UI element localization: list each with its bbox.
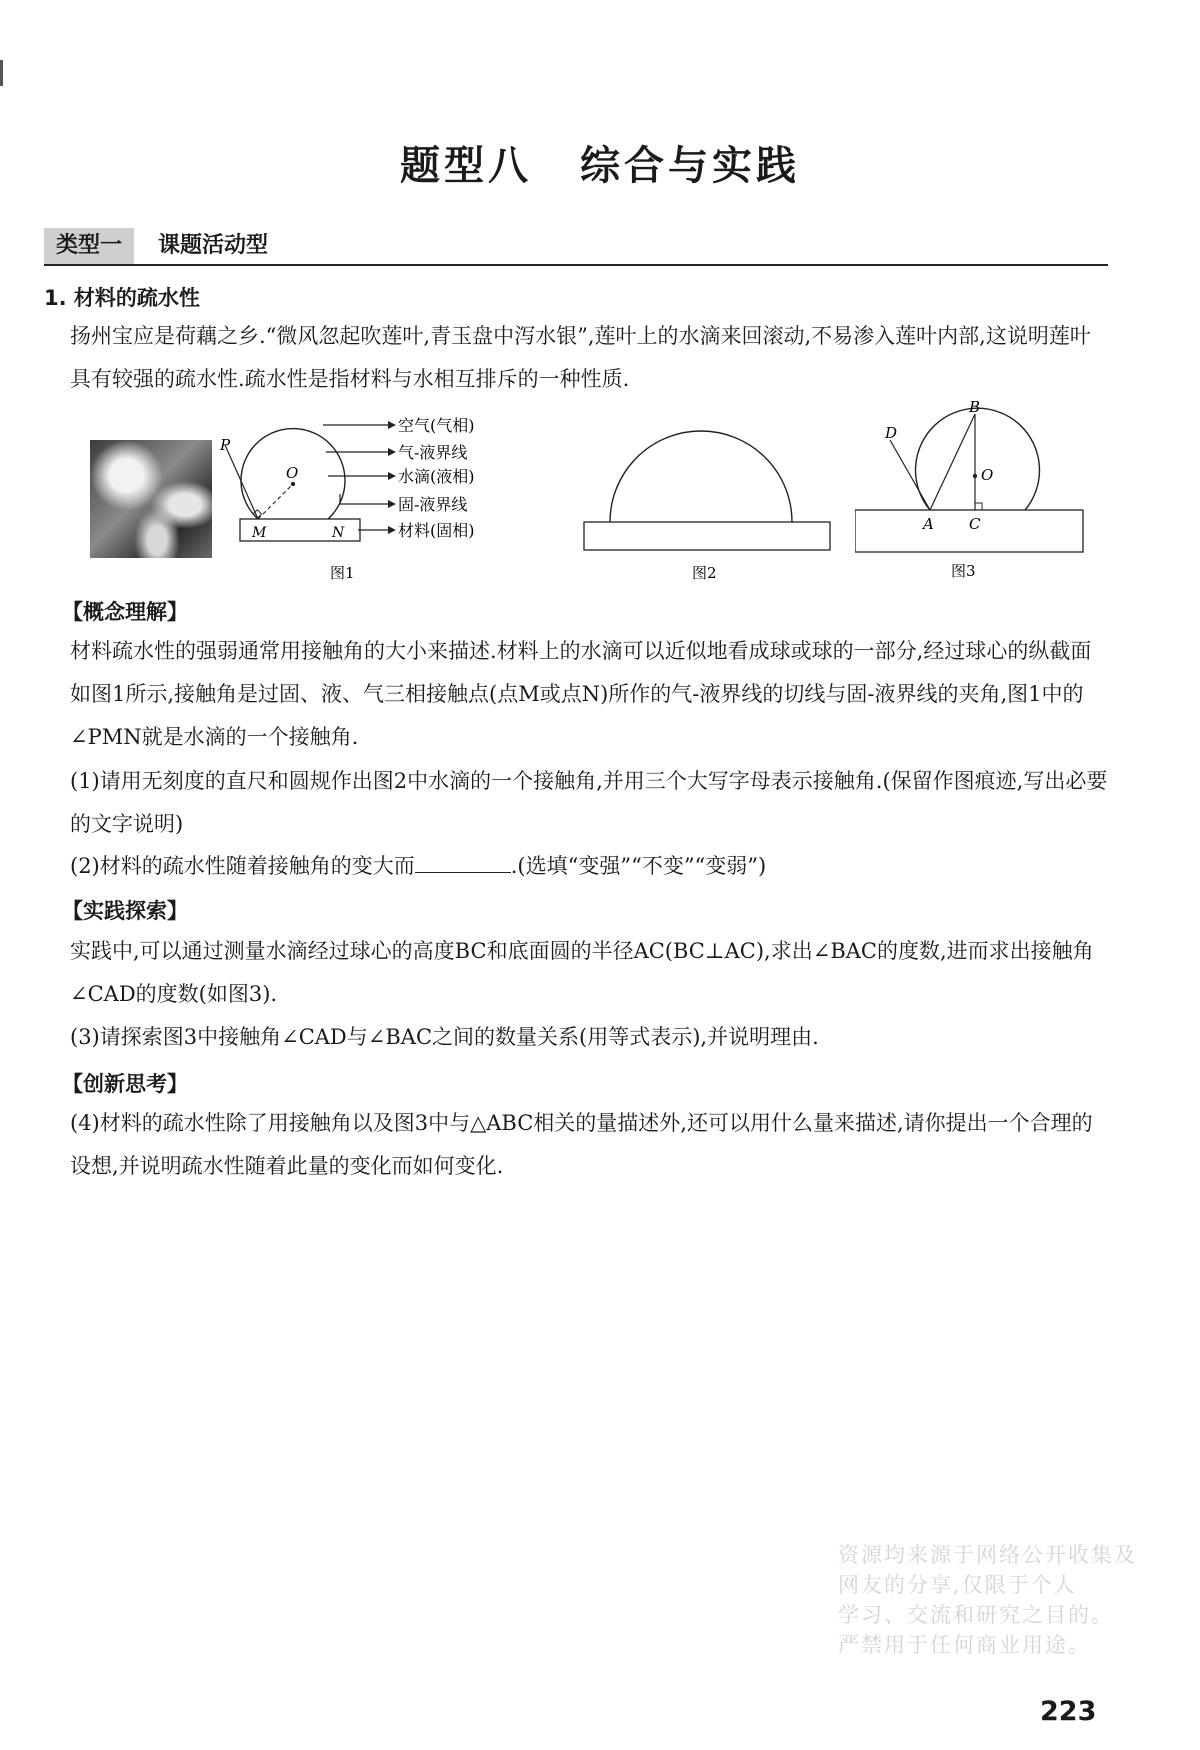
figure-1 [220, 400, 620, 590]
label-O: O [286, 464, 299, 482]
sub-question-1: (1)请用无刻度的直尺和圆规作出图2中水滴的一个接触角,并用三个大写字母表示接触角.(保留作图痕迹,写出必要的文字说明) [70, 769, 1108, 836]
page-title-left: 题型八 [400, 142, 532, 189]
section-name: 课题活动型 [158, 233, 269, 258]
tangent-line-PM [225, 445, 258, 519]
concept-text: 材料疏水性的强弱通常用接触角的大小来描述.材料上的水滴可以近似地看成球或球的一部分,经过球心的纵截面如图1所示,接触角是过固、液、气三相接触点(点M或点N)所作的气-液界线的切线与固-液界线的夹角,图1中的∠PMN就是水滴的一个接触角. [70, 639, 1092, 749]
segment-AB [930, 414, 975, 510]
page-title-right: 综合与实践 [580, 142, 800, 189]
figure-3 [855, 400, 1095, 590]
legend-material: 材料(固相) [398, 521, 475, 540]
legend-solid-liquid: 固-液界线 [398, 495, 468, 514]
caption-fig1: 图1 [330, 564, 355, 582]
binding-mark [0, 60, 3, 86]
lotus-leaf-photo [90, 440, 212, 558]
question-intro: 扬州宝应是荷藕之乡.“微风忽起吹莲叶,青玉盘中泻水银”,莲叶上的水滴来回滚动,不易渗入莲叶内部,这说明莲叶具有较强的疏水性.疏水性是指材料与水相互排斥的一种性质. [70, 324, 1091, 391]
leader-line-solid-liquid [340, 494, 388, 504]
innovation-heading: 【创新思考】 [62, 1072, 188, 1096]
water-droplet-arc [610, 431, 792, 522]
label-A: A [923, 515, 934, 533]
legend-air: 空气(气相) [398, 416, 475, 435]
concept-heading: 【概念理解】 [62, 600, 188, 624]
sub-question-2-after: .(选填“变强”“不变”“变弱”) [510, 854, 767, 878]
section-tag: 类型一 [44, 228, 134, 264]
label-M: M [252, 525, 267, 541]
section-header [44, 228, 1108, 266]
material-block [584, 522, 830, 550]
legend-water: 水滴(液相) [398, 467, 475, 486]
question-title: 1. 材料的疏水性 [44, 286, 200, 310]
watermark-line: 网友的分享,仅限于个人 [838, 1573, 1077, 1597]
page-title [0, 134, 1200, 191]
watermark-line: 学习、交流和研究之目的。 [838, 1603, 1114, 1627]
figures-row [80, 400, 1110, 590]
sub-question-2 [70, 845, 1110, 888]
label-B: B [969, 400, 981, 416]
caption-fig2: 图2 [692, 564, 717, 582]
label-P: P [220, 436, 231, 454]
center-O-dot [973, 474, 977, 478]
page-number: 223 [1040, 1696, 1097, 1727]
water-droplet-arc [916, 408, 1040, 510]
label-D: D [885, 424, 898, 442]
practice-text: 实践中,可以通过测量水滴经过球心的高度BC和底面圆的半径AC(BC⊥AC),求出∠BAC的度数,进而求出接触角∠CAD的度数(如图3). [70, 939, 1094, 1006]
tangent-line-AD [890, 440, 930, 510]
answer-blank[interactable] [415, 852, 511, 873]
legend-gas-liquid: 气-液界线 [398, 443, 468, 462]
sub-question-2-before: (2)材料的疏水性随着接触角的变大而 [70, 854, 415, 878]
watermark-line: 资源均来源于网络公开收集及 [838, 1543, 1137, 1567]
radius-OM [258, 484, 293, 519]
figure-2 [580, 400, 840, 590]
label-O: O [981, 466, 994, 484]
watermark [838, 1540, 1188, 1660]
sub-question-3: (3)请探索图3中接触角∠CAD与∠BAC之间的数量关系(用等式表示),并说明理由. [70, 1025, 819, 1049]
right-angle-mark [975, 503, 982, 510]
sub-question-4: (4)材料的疏水性除了用接触角以及图3中与△ABC相关的量描述外,还可以用什么量来描述,请你提出一个合理的设想,并说明疏水性随着此量的变化而如何变化. [70, 1111, 1093, 1178]
practice-heading: 【实践探索】 [62, 899, 188, 923]
label-C: C [969, 515, 981, 533]
caption-fig3: 图3 [951, 562, 976, 580]
label-N: N [332, 525, 345, 541]
watermark-line: 严禁用于任何商业用途。 [838, 1633, 1091, 1657]
center-O-dot [291, 482, 295, 486]
